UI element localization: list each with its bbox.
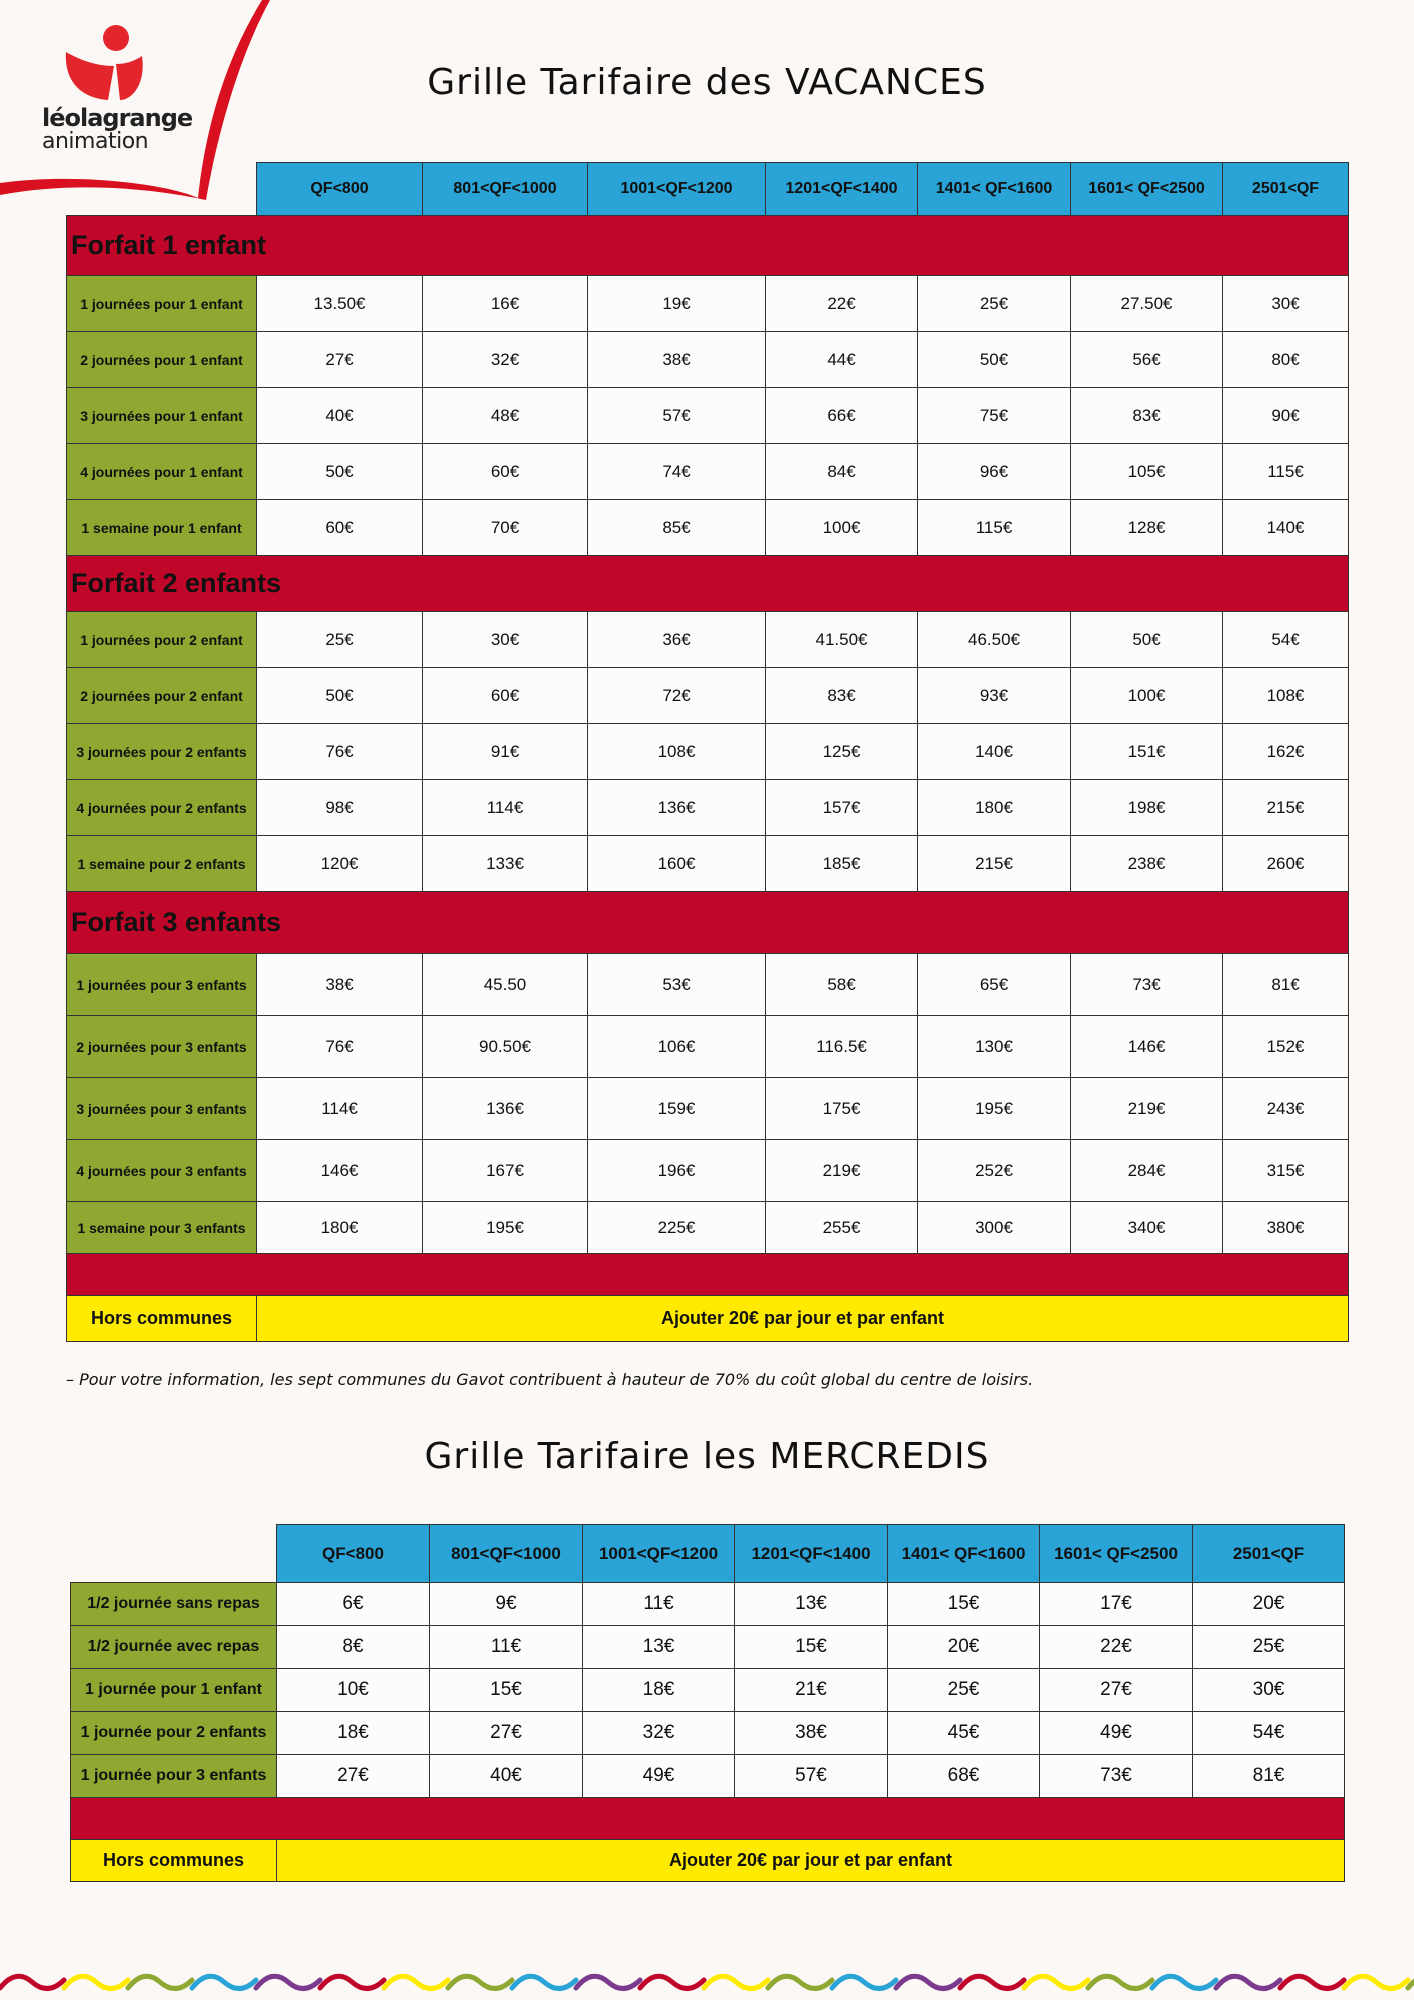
price-cell: 120€ xyxy=(257,836,423,892)
red-spacer-row xyxy=(71,1798,1345,1840)
column-header: 2501<QF xyxy=(1193,1525,1345,1583)
price-cell: 196€ xyxy=(588,1140,766,1202)
price-cell: 25€ xyxy=(257,612,423,668)
price-cell: 238€ xyxy=(1071,836,1223,892)
wave-segment xyxy=(192,1976,256,1988)
section-header-row xyxy=(67,556,1349,612)
wave-segment xyxy=(832,1976,896,1988)
price-cell: 19€ xyxy=(588,276,766,332)
price-cell: 136€ xyxy=(588,780,766,836)
price-cell: 91€ xyxy=(423,724,588,780)
table-row xyxy=(67,954,1349,1016)
column-header: QF<800 xyxy=(257,163,423,216)
price-cell: 56€ xyxy=(1071,332,1223,388)
table-row xyxy=(67,1140,1349,1202)
price-cell: 32€ xyxy=(423,332,588,388)
row-label: 1 journée pour 3 enfants xyxy=(71,1755,277,1798)
price-cell: 76€ xyxy=(257,724,423,780)
wave-segment xyxy=(384,1976,448,1988)
price-cell: 130€ xyxy=(918,1016,1071,1078)
price-cell: 38€ xyxy=(588,332,766,388)
price-cell: 50€ xyxy=(257,444,423,500)
wave-segment xyxy=(1088,1976,1152,1988)
price-cell: 10€ xyxy=(277,1669,430,1712)
table-row xyxy=(67,444,1349,500)
price-cell: 81€ xyxy=(1223,954,1349,1016)
price-cell: 22€ xyxy=(1040,1626,1193,1669)
row-label: 4 journées pour 2 enfants xyxy=(67,780,257,836)
logo-head-icon xyxy=(103,25,129,51)
price-cell: 159€ xyxy=(588,1078,766,1140)
price-cell: 54€ xyxy=(1223,612,1349,668)
price-cell: 17€ xyxy=(1040,1583,1193,1626)
price-cell: 11€ xyxy=(430,1626,583,1669)
price-cell: 13€ xyxy=(735,1583,888,1626)
price-cell: 11€ xyxy=(583,1583,735,1626)
price-cell: 108€ xyxy=(1223,668,1349,724)
price-cell: 108€ xyxy=(588,724,766,780)
red-spacer xyxy=(71,1798,1345,1840)
price-cell: 18€ xyxy=(583,1669,735,1712)
price-cell: 146€ xyxy=(1071,1016,1223,1078)
price-cell: 83€ xyxy=(1071,388,1223,444)
price-cell: 15€ xyxy=(888,1583,1040,1626)
price-cell: 115€ xyxy=(1223,444,1349,500)
contribution-note: – Pour votre information, les sept communes du Gavot contribuent à hauteur de 70% du coût global du centre de loisirs. xyxy=(66,1370,1034,1389)
table-row xyxy=(67,612,1349,668)
price-cell: 20€ xyxy=(1193,1583,1345,1626)
price-cell: 70€ xyxy=(423,500,588,556)
wave-segment xyxy=(576,1976,640,1988)
table-row xyxy=(67,836,1349,892)
price-cell: 8€ xyxy=(277,1626,430,1669)
price-cell: 13.50€ xyxy=(257,276,423,332)
price-cell: 83€ xyxy=(766,668,918,724)
column-header: 1001<QF<1200 xyxy=(583,1525,735,1583)
wave-segment xyxy=(0,1976,64,1988)
row-label: 1/2 journée sans repas xyxy=(71,1583,277,1626)
column-header: 1601< QF<2500 xyxy=(1071,163,1223,216)
price-cell: 27€ xyxy=(1040,1669,1193,1712)
wave-segment xyxy=(1152,1976,1216,1988)
column-header: 1201<QF<1400 xyxy=(766,163,918,216)
price-cell: 114€ xyxy=(423,780,588,836)
price-cell: 45€ xyxy=(888,1712,1040,1755)
vacances-title: Grille Tarifaire des VACANCES xyxy=(427,62,987,103)
wave-segment xyxy=(64,1976,128,1988)
wave-segment xyxy=(768,1976,832,1988)
price-cell: 215€ xyxy=(918,836,1071,892)
row-label: 1 journées pour 1 enfant xyxy=(67,276,257,332)
price-cell: 49€ xyxy=(1040,1712,1193,1755)
row-label: 1 semaine pour 2 enfants xyxy=(67,836,257,892)
price-cell: 60€ xyxy=(257,500,423,556)
wave-segment xyxy=(320,1976,384,1988)
wave-segment xyxy=(1344,1976,1408,1988)
row-label: 1 semaine pour 3 enfants xyxy=(67,1202,257,1254)
price-cell: 54€ xyxy=(1193,1712,1345,1755)
price-cell: 36€ xyxy=(588,612,766,668)
price-cell: 380€ xyxy=(1223,1202,1349,1254)
price-cell: 76€ xyxy=(257,1016,423,1078)
column-header: 2501<QF xyxy=(1223,163,1349,216)
price-cell: 53€ xyxy=(588,954,766,1016)
price-cell: 300€ xyxy=(918,1202,1071,1254)
price-cell: 219€ xyxy=(1071,1078,1223,1140)
row-label: 2 journées pour 3 enfants xyxy=(67,1016,257,1078)
price-cell: 260€ xyxy=(1223,836,1349,892)
price-cell: 252€ xyxy=(918,1140,1071,1202)
price-cell: 255€ xyxy=(766,1202,918,1254)
table-row xyxy=(67,1078,1349,1140)
price-cell: 152€ xyxy=(1223,1016,1349,1078)
price-cell: 73€ xyxy=(1040,1755,1193,1798)
row-label: 1 journée pour 2 enfants xyxy=(71,1712,277,1755)
price-cell: 9€ xyxy=(430,1583,583,1626)
price-cell: 85€ xyxy=(588,500,766,556)
column-header: 1201<QF<1400 xyxy=(735,1525,888,1583)
mercredis-table xyxy=(70,1524,1345,1882)
table-row xyxy=(71,1626,1345,1669)
hors-communes-text: Ajouter 20€ par jour et par enfant xyxy=(257,1296,1349,1342)
price-cell: 38€ xyxy=(257,954,423,1016)
wave-segment xyxy=(512,1976,576,1988)
column-header: QF<800 xyxy=(277,1525,430,1583)
price-cell: 30€ xyxy=(423,612,588,668)
table-row xyxy=(71,1712,1345,1755)
section-title: Forfait 2 enfants xyxy=(67,556,1349,612)
price-cell: 20€ xyxy=(888,1626,1040,1669)
price-cell: 6€ xyxy=(277,1583,430,1626)
section-title: Forfait 1 enfant xyxy=(67,216,1349,276)
price-cell: 44€ xyxy=(766,332,918,388)
mercredis-title: Grille Tarifaire les MERCREDIS xyxy=(424,1436,990,1477)
vacances-table xyxy=(66,162,1349,1342)
price-cell: 157€ xyxy=(766,780,918,836)
section-header-row xyxy=(67,216,1349,276)
wave-segment xyxy=(128,1976,192,1988)
price-cell: 57€ xyxy=(735,1755,888,1798)
price-cell: 72€ xyxy=(588,668,766,724)
price-cell: 50€ xyxy=(918,332,1071,388)
wave-segment xyxy=(256,1976,320,1988)
price-cell: 180€ xyxy=(918,780,1071,836)
price-cell: 21€ xyxy=(735,1669,888,1712)
price-cell: 66€ xyxy=(766,388,918,444)
price-cell: 175€ xyxy=(766,1078,918,1140)
price-cell: 49€ xyxy=(583,1755,735,1798)
wave-segment xyxy=(640,1976,704,1988)
table-row xyxy=(67,1016,1349,1078)
price-cell: 195€ xyxy=(423,1202,588,1254)
table-row xyxy=(71,1669,1345,1712)
price-cell: 84€ xyxy=(766,444,918,500)
table-row xyxy=(67,724,1349,780)
price-cell: 27€ xyxy=(257,332,423,388)
price-cell: 25€ xyxy=(888,1669,1040,1712)
price-cell: 41.50€ xyxy=(766,612,918,668)
price-cell: 40€ xyxy=(430,1755,583,1798)
wave-segment xyxy=(1216,1976,1280,1988)
row-label: 4 journées pour 3 enfants xyxy=(67,1140,257,1202)
section-title: Forfait 3 enfants xyxy=(67,892,1349,954)
price-cell: 151€ xyxy=(1071,724,1223,780)
price-cell: 340€ xyxy=(1071,1202,1223,1254)
wave-segment xyxy=(448,1976,512,1988)
table-row xyxy=(71,1583,1345,1626)
row-label: 2 journées pour 2 enfant xyxy=(67,668,257,724)
price-cell: 25€ xyxy=(918,276,1071,332)
column-header: 1001<QF<1200 xyxy=(588,163,766,216)
price-cell: 73€ xyxy=(1071,954,1223,1016)
price-cell: 90.50€ xyxy=(423,1016,588,1078)
row-label: 3 journées pour 2 enfants xyxy=(67,724,257,780)
price-cell: 50€ xyxy=(1071,612,1223,668)
price-cell: 27€ xyxy=(277,1755,430,1798)
price-cell: 57€ xyxy=(588,388,766,444)
price-cell: 146€ xyxy=(257,1140,423,1202)
wave-segment xyxy=(1280,1976,1344,1988)
table-row xyxy=(67,668,1349,724)
price-cell: 105€ xyxy=(1071,444,1223,500)
price-cell: 98€ xyxy=(257,780,423,836)
price-cell: 65€ xyxy=(918,954,1071,1016)
price-cell: 136€ xyxy=(423,1078,588,1140)
price-cell: 58€ xyxy=(766,954,918,1016)
header-corner xyxy=(67,163,257,216)
section-header-row xyxy=(67,892,1349,954)
price-cell: 15€ xyxy=(735,1626,888,1669)
price-cell: 243€ xyxy=(1223,1078,1349,1140)
price-cell: 16€ xyxy=(423,276,588,332)
price-cell: 40€ xyxy=(257,388,423,444)
price-cell: 38€ xyxy=(735,1712,888,1755)
table-row xyxy=(67,500,1349,556)
price-cell: 46.50€ xyxy=(918,612,1071,668)
price-cell: 32€ xyxy=(583,1712,735,1755)
price-cell: 75€ xyxy=(918,388,1071,444)
price-cell: 68€ xyxy=(888,1755,1040,1798)
column-header: 801<QF<1000 xyxy=(430,1525,583,1583)
price-cell: 140€ xyxy=(918,724,1071,780)
price-cell: 116.5€ xyxy=(766,1016,918,1078)
table-row xyxy=(67,1202,1349,1254)
price-cell: 185€ xyxy=(766,836,918,892)
price-cell: 215€ xyxy=(1223,780,1349,836)
row-label: 3 journées pour 1 enfant xyxy=(67,388,257,444)
price-cell: 22€ xyxy=(766,276,918,332)
price-cell: 25€ xyxy=(1193,1626,1345,1669)
row-label: 4 journées pour 1 enfant xyxy=(67,444,257,500)
table-row xyxy=(67,780,1349,836)
price-cell: 50€ xyxy=(257,668,423,724)
price-cell: 162€ xyxy=(1223,724,1349,780)
wave-segment xyxy=(896,1976,960,1988)
logo-text-line1: léolagrange xyxy=(42,104,193,132)
wave-segment xyxy=(704,1976,768,1988)
price-cell: 13€ xyxy=(583,1626,735,1669)
price-cell: 30€ xyxy=(1193,1669,1345,1712)
price-cell: 81€ xyxy=(1193,1755,1345,1798)
price-cell: 198€ xyxy=(1071,780,1223,836)
price-cell: 90€ xyxy=(1223,388,1349,444)
price-cell: 133€ xyxy=(423,836,588,892)
price-cell: 30€ xyxy=(1223,276,1349,332)
price-cell: 80€ xyxy=(1223,332,1349,388)
table-row xyxy=(67,276,1349,332)
price-cell: 100€ xyxy=(1071,668,1223,724)
table-row xyxy=(71,1755,1345,1798)
price-cell: 96€ xyxy=(918,444,1071,500)
table-row xyxy=(67,332,1349,388)
price-cell: 195€ xyxy=(918,1078,1071,1140)
row-label: 3 journées pour 3 enfants xyxy=(67,1078,257,1140)
price-cell: 74€ xyxy=(588,444,766,500)
price-cell: 27.50€ xyxy=(1071,276,1223,332)
price-cell: 125€ xyxy=(766,724,918,780)
table-row xyxy=(67,388,1349,444)
red-spacer xyxy=(67,1254,1349,1296)
mercredis-header-row xyxy=(71,1525,1345,1583)
price-cell: 106€ xyxy=(588,1016,766,1078)
price-cell: 315€ xyxy=(1223,1140,1349,1202)
column-header: 1401< QF<1600 xyxy=(888,1525,1040,1583)
price-cell: 180€ xyxy=(257,1202,423,1254)
price-cell: 45.50 xyxy=(423,954,588,1016)
price-cell: 15€ xyxy=(430,1669,583,1712)
row-label: 1 journées pour 2 enfant xyxy=(67,612,257,668)
price-cell: 160€ xyxy=(588,836,766,892)
hors-communes-text: Ajouter 20€ par jour et par enfant xyxy=(277,1840,1345,1882)
wave-segment xyxy=(960,1976,1024,1988)
price-cell: 128€ xyxy=(1071,500,1223,556)
price-cell: 93€ xyxy=(918,668,1071,724)
price-cell: 219€ xyxy=(766,1140,918,1202)
price-cell: 27€ xyxy=(430,1712,583,1755)
header-corner xyxy=(71,1525,277,1583)
hors-communes-row xyxy=(67,1296,1349,1342)
wave-segment xyxy=(1024,1976,1088,1988)
price-cell: 100€ xyxy=(766,500,918,556)
price-cell: 140€ xyxy=(1223,500,1349,556)
vacances-header-row xyxy=(67,163,1349,216)
price-cell: 60€ xyxy=(423,668,588,724)
price-cell: 60€ xyxy=(423,444,588,500)
column-header: 1401< QF<1600 xyxy=(918,163,1071,216)
price-cell: 115€ xyxy=(918,500,1071,556)
column-header: 801<QF<1000 xyxy=(423,163,588,216)
row-label: 1 semaine pour 1 enfant xyxy=(67,500,257,556)
row-label: 2 journées pour 1 enfant xyxy=(67,332,257,388)
row-label: 1 journées pour 3 enfants xyxy=(67,954,257,1016)
column-header: 1601< QF<2500 xyxy=(1040,1525,1193,1583)
hors-communes-label: Hors communes xyxy=(71,1840,277,1882)
price-cell: 167€ xyxy=(423,1140,588,1202)
row-label: 1/2 journée avec repas xyxy=(71,1626,277,1669)
price-cell: 114€ xyxy=(257,1078,423,1140)
row-label: 1 journée pour 1 enfant xyxy=(71,1669,277,1712)
hors-communes-label: Hors communes xyxy=(67,1296,257,1342)
hors-communes-row xyxy=(71,1840,1345,1882)
decorative-wave-border xyxy=(0,1960,1414,2000)
price-cell: 18€ xyxy=(277,1712,430,1755)
price-cell: 225€ xyxy=(588,1202,766,1254)
red-spacer-row xyxy=(67,1254,1349,1296)
price-cell: 48€ xyxy=(423,388,588,444)
logo-text-line2: animation xyxy=(42,129,149,154)
price-cell: 284€ xyxy=(1071,1140,1223,1202)
